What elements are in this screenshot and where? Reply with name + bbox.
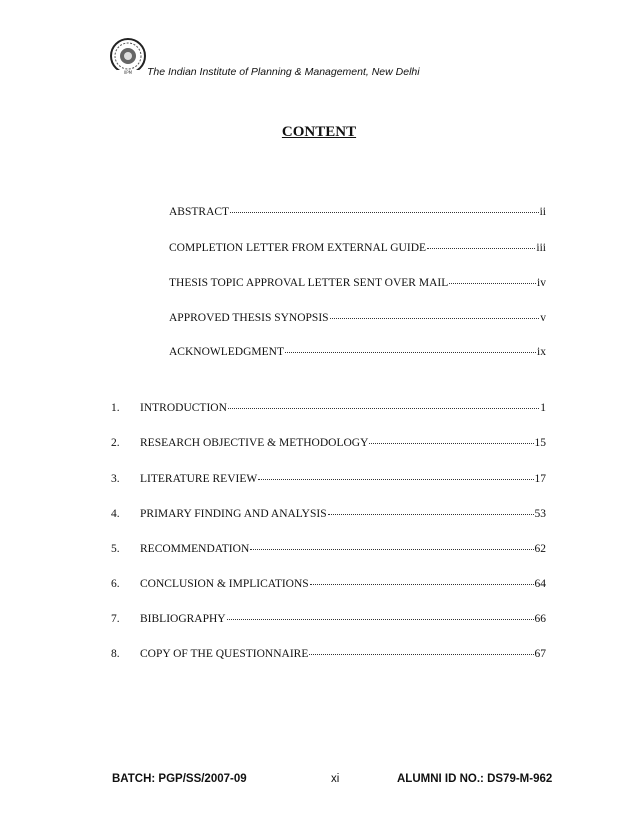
- toc-entry: [169, 346, 546, 358]
- toc-leader: [230, 212, 539, 213]
- page-number: xi: [331, 773, 340, 785]
- institute-name: The Indian Institute of Planning & Management, New Delhi: [147, 66, 420, 78]
- chapter-number: 6.: [111, 578, 120, 590]
- chapter-entry: [111, 543, 546, 555]
- toc-leader: [310, 584, 534, 585]
- chapter-page: 17: [534, 473, 546, 485]
- toc-entry-label: ABSTRACT: [169, 206, 230, 218]
- chapter-entry: [111, 437, 546, 449]
- chapter-number: 1.: [111, 402, 120, 414]
- chapter-entry: [111, 473, 546, 485]
- chapter-label: BIBLIOGRAPHY: [140, 613, 226, 625]
- chapter-label: RECOMMENDATION: [140, 543, 250, 555]
- toc-leader: [427, 248, 535, 249]
- toc-entry-page: ii: [539, 206, 546, 218]
- toc-entry-label: COMPLETION LETTER FROM EXTERNAL GUIDE: [169, 242, 427, 254]
- chapter-page: 53: [534, 508, 546, 520]
- chapter-page: 64: [534, 578, 546, 590]
- chapter-number: 4.: [111, 508, 120, 520]
- toc-leader: [449, 283, 536, 284]
- chapter-label: PRIMARY FINDING AND ANALYSIS: [140, 508, 327, 520]
- chapter-entry: [111, 578, 546, 590]
- toc-entry: [169, 277, 546, 289]
- chapter-number: 3.: [111, 473, 120, 485]
- chapter-label: CONCLUSION & IMPLICATIONS: [140, 578, 309, 590]
- chapter-label: INTRODUCTION: [140, 402, 227, 414]
- toc-entry-label: ACKNOWLEDGMENT: [169, 346, 284, 358]
- chapter-entry: [111, 402, 546, 414]
- chapter-number: 7.: [111, 613, 120, 625]
- chapter-label: RESEARCH OBJECTIVE & METHODOLOGY: [140, 437, 369, 449]
- chapter-number: 2.: [111, 437, 120, 449]
- toc-leader: [250, 549, 533, 550]
- page-footer: [0, 773, 638, 789]
- toc-leader: [309, 654, 533, 655]
- page-title: CONTENT: [281, 124, 357, 140]
- chapter-page: 1: [540, 402, 546, 414]
- toc-entry: [169, 242, 546, 254]
- chapter-entry: [111, 508, 546, 520]
- chapter-label: LITERATURE REVIEW: [140, 473, 258, 485]
- alumni-id: ALUMNI ID NO.: DS79-M-962: [397, 773, 553, 785]
- chapter-page: 66: [534, 613, 546, 625]
- chapter-page: 15: [534, 437, 546, 449]
- toc-leader: [258, 479, 533, 480]
- chapter-entry: [111, 648, 546, 660]
- chapter-page: 67: [534, 648, 546, 660]
- batch-label: BATCH: PGP/SS/2007-09: [112, 773, 247, 785]
- chapter-number: 5.: [111, 543, 120, 555]
- toc-entry-page: iv: [537, 277, 546, 289]
- toc-entry-label: THESIS TOPIC APPROVAL LETTER SENT OVER MAIL: [169, 277, 449, 289]
- svg-text:IIPM: IIPM: [123, 70, 133, 75]
- toc-leader: [328, 514, 534, 515]
- toc-leader: [228, 408, 539, 409]
- chapter-number: 8.: [111, 648, 120, 660]
- toc-entry: [169, 206, 546, 218]
- toc-entry-page: ix: [537, 346, 546, 358]
- toc-leader: [369, 443, 533, 444]
- toc-leader: [285, 352, 536, 353]
- toc-entry-page: v: [540, 312, 546, 324]
- toc-entry-page: iii: [536, 242, 546, 254]
- chapter-label: COPY OF THE QUESTIONNAIRE: [140, 648, 309, 660]
- institute-seal-icon: [108, 36, 148, 76]
- toc-entry-label: APPROVED THESIS SYNOPSIS: [169, 312, 329, 324]
- toc-leader: [227, 619, 534, 620]
- toc-entry: [169, 312, 546, 324]
- toc-leader: [330, 318, 540, 319]
- chapter-page: 62: [534, 543, 546, 555]
- chapter-entry: [111, 613, 546, 625]
